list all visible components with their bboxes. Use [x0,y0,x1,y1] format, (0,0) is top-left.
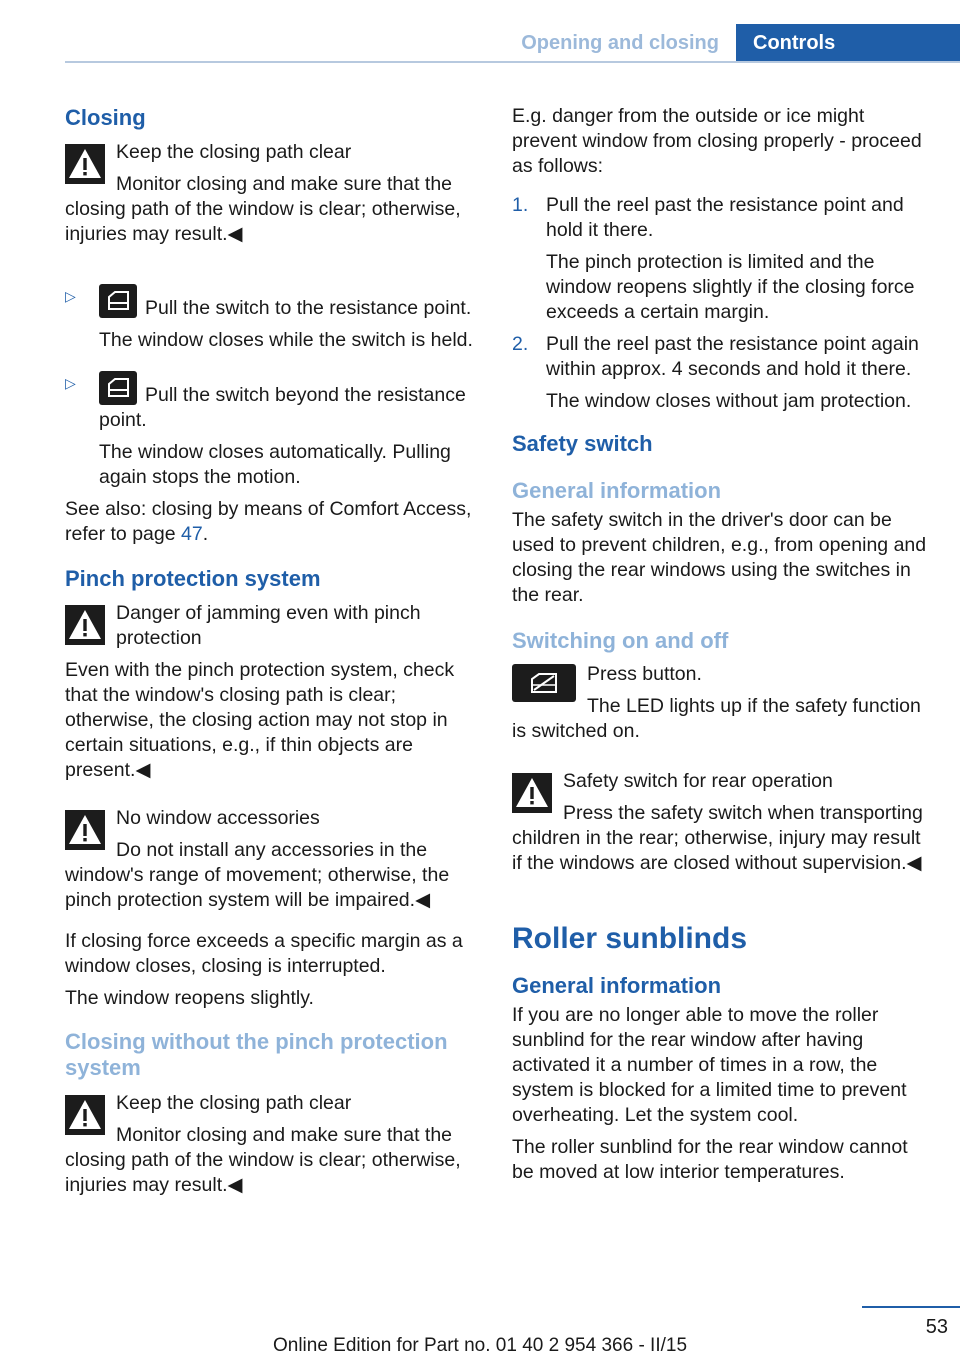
header-divider [65,61,960,63]
right-column [512,104,927,1192]
roller-paragraph-1: If you are no longer able to move the roller sunblind for the rear window after having activated it a number of times in a row, the system is blocked for a limited time to prevent overheating. Let the system cool. [512,1004,907,1126]
warning-title: Keep the closing path clear [116,141,352,163]
safety-switch-button-icon [512,664,576,702]
warning-body: Do not install any accessories in the window's range of movement; otherwise, the pinch protection system will be impaired.◀ [65,839,450,911]
step-subtext: The window closes automatically. Pulling again stops the motion. [99,441,451,488]
warning-triangle-icon [65,810,105,850]
safety-general-body: The safety switch in the driver's door can be used to prevent children, e.g., from opening and closing the rear windows using the switches in the rear. [512,509,927,606]
left-column [65,104,480,1205]
warning-triangle-icon [65,1095,105,1135]
see-also-text: See also: closing by means of Comfort Access, refer to page 47. [65,498,472,545]
warning-triangle-icon [65,605,105,645]
step-number: 2. [512,333,529,355]
closing-warning [65,140,480,247]
press-button-text: Press button. [587,663,702,685]
page-number-divider [862,1306,960,1308]
pinch-heading: Pinch protection system [65,566,321,591]
intro-paragraph: E.g. danger from the outside or ice might prevent window from closing properly - proceed as follows: [512,105,922,177]
closing-step-2 [65,371,480,490]
bullet-triangle-icon: ▷ [65,288,76,304]
step-subtext: The window closes while the switch is held. [99,329,473,351]
roller-sunblinds-heading: Roller sunblinds [512,922,748,955]
pinch-warning-1 [65,601,480,783]
pinch-paragraph-2: The window reopens slightly. [65,987,314,1009]
page-link[interactable]: 47 [181,523,203,545]
warning-title: Danger of jamming even with pinch protection [116,602,421,649]
step-subtext: The window closes without jam protection. [546,390,912,412]
roller-paragraph-2: The roller sunblind for the rear window cannot be moved at low interior temperatures. [512,1136,908,1183]
step-text: Pull the switch beyond the resistance point. [99,384,466,431]
window-switch-icon [99,371,137,405]
press-button-block [512,662,927,744]
procedure-step-1 [512,193,927,325]
no-pinch-heading: Closing without the pinch protection system [65,1029,448,1080]
led-text: The LED lights up if the safety function is switched on. [512,695,921,742]
header-section-title: Opening and closing [521,32,719,54]
warning-title: Safety switch for rear operation [563,770,833,792]
window-switch-icon [99,284,137,318]
safety-switch-heading: Safety switch [512,431,653,456]
safety-general-heading: General information [512,478,722,503]
roller-general-heading: General information [512,973,722,998]
closing-heading: Closing [65,105,146,130]
warning-title: No window accessories [116,807,320,829]
bullet-triangle-icon: ▷ [65,375,76,391]
step-number: 1. [512,194,529,216]
pinch-warning-2 [65,806,480,913]
warning-body: Monitor closing and make sure that the closing path of the window is clear; otherwise, injuries may result.◀ [65,173,461,245]
step-subtext: The pinch protection is limited and the window reopens slightly if the closing force exceeds a certain margin. [546,251,915,323]
warning-body: Monitor closing and make sure that the closing path of the window is clear; otherwise, injuries may result.◀ [65,1124,461,1196]
warning-triangle-icon [512,773,552,813]
warning-body: Even with the pinch protection system, check that the window's closing path is clear; otherwise, the closing action may not stop in certain situations, e.g., if thin objects are present.◀ [65,659,455,781]
page-number: 53 [925,1316,948,1338]
safety-warning [512,769,927,876]
warning-title: Keep the closing path clear [116,1092,352,1114]
step-text: Pull the reel past the resistance point and hold it there. [546,194,904,241]
header-chapter-tab: Controls [736,24,960,63]
procedure-step-2 [512,332,927,414]
closing-step-1 [65,284,480,353]
warning-triangle-icon [65,144,105,184]
pinch-paragraph-1: If closing force exceeds a specific margin as a window closes, closing is interrupted. [65,930,463,977]
no-pinch-warning [65,1091,480,1198]
step-text: Pull the switch to the resistance point. [145,297,472,319]
switching-on-off-heading: Switching on and off [512,628,729,653]
step-text: Pull the reel past the resistance point again within approx. 4 seconds and hold it there. [546,333,919,380]
edition-footer: Online Edition for Part no. 01 40 2 954 366 - II/15 [272,1335,688,1356]
warning-body: Press the safety switch when transporting children in the rear; otherwise, injury may result if the windows are closed without supervision.◀ [512,802,923,874]
